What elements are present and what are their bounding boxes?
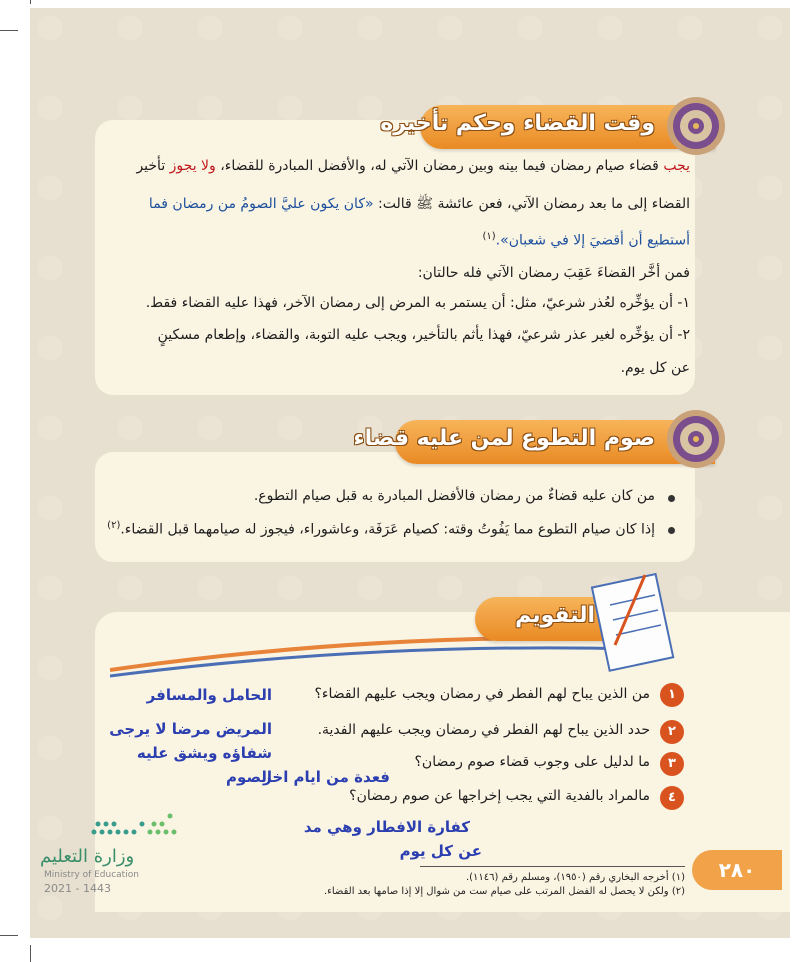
line1-red2: ولا يجوز: [169, 158, 216, 174]
crop-mark: [30, 0, 31, 4]
rosette-icon: [665, 95, 727, 157]
bullet-icon: [668, 527, 675, 534]
line1-red: يجب: [663, 158, 690, 174]
footnote-divider: [420, 866, 685, 867]
line1-text: قضاء صيام رمضان فيما بينه وبين رمضان الآتي له، والأفضل المبادرة للقضاء،: [215, 158, 664, 174]
crop-mark: [0, 935, 18, 936]
question-3: ما لدليل على وجوب قضاء صوم رمضان؟: [414, 754, 650, 770]
assessment-title: التقويم: [515, 603, 595, 628]
section1-line5: ١- أن يؤخِّره لعُذر شرعيّ، مثل: أن يستمر به المرض إلى رمضان الآخر، فهذا عليه القضاء فقط.: [145, 295, 690, 311]
answer-2-line3: الصوم: [226, 768, 272, 786]
answer-2-line1: المريض مرضا لا يرجى: [109, 720, 272, 738]
rosette-icon: [665, 408, 727, 470]
question-number-2: ٢: [660, 720, 684, 744]
answer-4-line2: عن كل يوم: [399, 842, 482, 860]
crop-mark: [30, 945, 31, 962]
question-4: مالمراد بالفدية التي يجب إخراجها عن صوم رمضان؟: [349, 788, 650, 804]
bullet2-ref: (٢): [107, 520, 121, 531]
ministry-english: Ministry of Education: [44, 870, 139, 880]
question-number-4: ٤: [660, 786, 684, 810]
section1-line7: عن كل يوم.: [620, 360, 690, 376]
notepad-icon: [585, 565, 680, 675]
section2-panel: [95, 452, 695, 562]
section2-bullet2: [107, 520, 655, 538]
bullet2-text: إذا كان صيام التطوع مما يَفُوتُ وقته: كصيام عَرَفَة، وعاشوراء، فيجوز له صيامهما قبل القضاء.: [120, 521, 655, 538]
page-number: ٢٨٠: [692, 850, 782, 890]
answer-1: الحامل والمسافر: [146, 686, 272, 704]
section1-title: وقت القضاء وحكم تأخيره: [380, 111, 655, 136]
section1-line3: [482, 231, 690, 249]
section1-line2: [149, 195, 690, 215]
line3-ref: (١): [482, 231, 496, 242]
footnote-1: (١) أخرجه البخاري رقم (١٩٥٠)، ومسلم رقم (١١٤٦).: [465, 872, 685, 883]
answer-4-line1: كفارة الافطار وهي مد: [303, 818, 470, 836]
section2-title: صوم التطوع لمن عليه قضاء: [353, 426, 655, 451]
line2-quote: «كان يكون عليَّ الصومُ من رمضان فما: [148, 196, 374, 212]
footnote-2: (٢) ولكن لا يحصل له الفضل المرتب على صيام ست من شوال إلا إذا صامها بعد القضاء.: [324, 886, 685, 897]
ministry-logo-icon: [88, 810, 178, 840]
line3-quote: أستطيع أن أقضيَ إلا في شعبان».: [495, 232, 690, 249]
ministry-name: وزارة التعليم: [40, 846, 135, 867]
question-number-1: ١: [660, 683, 684, 707]
answer-2-line2: شفاؤه ويشق عليه: [136, 744, 272, 762]
crop-mark: [0, 30, 18, 31]
question-number-3: ٣: [660, 752, 684, 776]
bullet-icon: [668, 495, 675, 502]
section1-line1: [136, 158, 690, 174]
line2-text: القضاء إلى ما بعد رمضان الآتي، فعن عائشة ﷺ قالت:: [373, 196, 690, 212]
answer-3: فعدة من ايام اخر: [263, 768, 390, 786]
section1-line4: فمن أخَّر القضاءَ عَقِبَ رمضان الآتي فله حالتان:: [417, 265, 690, 281]
line1-end: تأخير: [136, 158, 170, 174]
question-1: من الذين يباح لهم الفطر في رمضان ويجب عليهم القضاء؟: [314, 686, 650, 702]
section1-line6: ٢- أن يؤخِّره لغير عذر شرعيّ، فهذا يأثم بالتأخير، ويجب عليه التوبة، والقضاء، وإطعام مسكينٍ: [157, 327, 690, 343]
ministry-year: 2021 - 1443: [44, 882, 111, 895]
section2-bullet1: من كان عليه قضاءٌ من رمضان فالأفضل المبادرة به قبل صيام التطوع.: [253, 488, 655, 504]
question-2: حدد الذين يباح لهم الفطر في رمضان ويجب عليهم الفدية.: [317, 722, 650, 738]
